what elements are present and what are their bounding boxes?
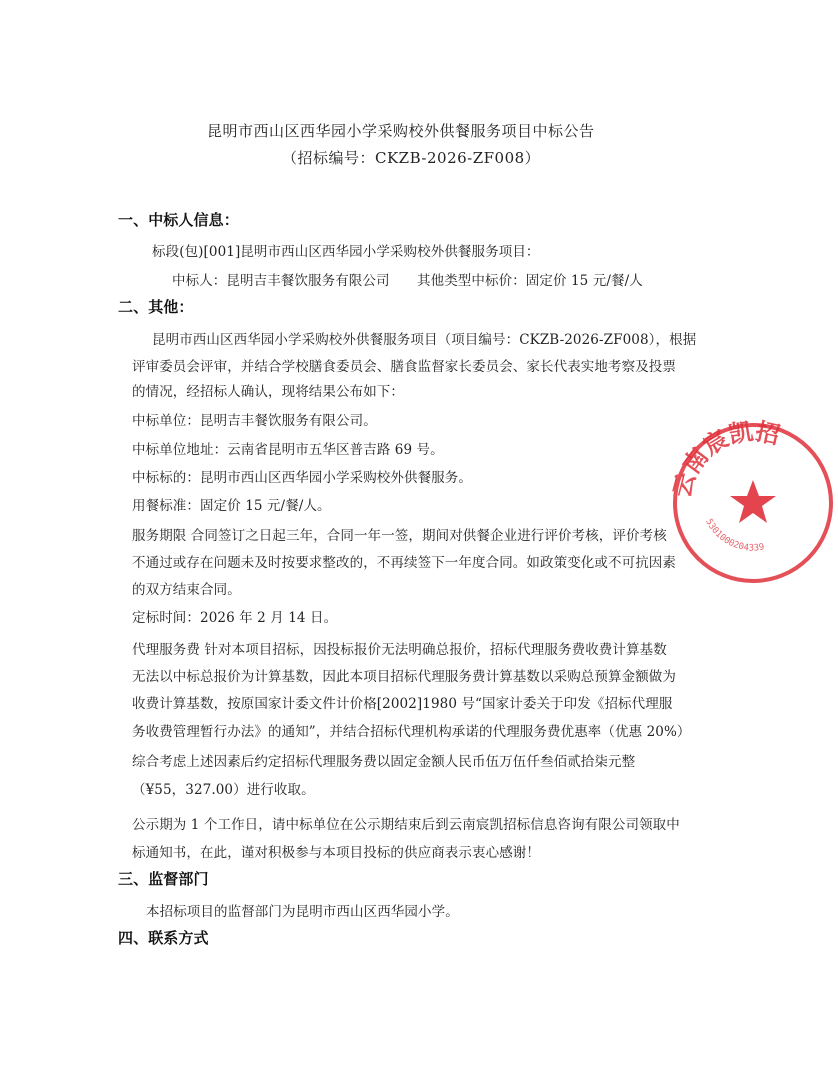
publicity-notice-line-1: 公示期为 1 个工作日，请中标单位在公示期结束后到云南宸凯招标信息咨询有限公司领取中 [132,817,680,833]
winner-line: 中标人：昆明吉丰餐饮服务有限公司 [172,273,390,289]
seal-code-text: 5301000204339 [703,517,766,554]
section-heading-winner-info: 一、中标人信息： [118,211,239,229]
service-period-line-1: 服务期限 合同签订之日起三年，合同一年一签，期间对供餐企业进行评价考核，评价考核 [132,528,667,544]
section-heading-other: 二、其他： [118,298,194,316]
official-seal-stamp [668,418,838,588]
winning-unit-address: 中标单位地址：云南省昆明市五华区普吉路 69 号。 [132,442,444,458]
agency-fee-line-5: 综合考虑上述因素后约定招标代理服务费以固定金额人民币伍万伍仟叁佰贰拾柒元整 [132,754,636,770]
document-subtitle: （招标编号：CKZB-2026-ZF008） [282,149,541,167]
agency-fee-line-1: 代理服务费 针对本项目招标，因投标报价无法明确总报价，招标代理服务费收费计算基数 [132,642,667,658]
winning-subject: 中标标的：昆明市西山区西华园小学采购校外供餐服务。 [132,470,472,486]
agency-fee-line-2: 无法以中标总报价为计算基数，因此本项目招标代理服务费计算基数以采购总预算金额做为 [132,669,676,685]
agency-fee-line-3: 收费计算基数，按原国家计委文件计价格[2002]1980 号“国家计委关于印发《招标代理服 [132,696,673,712]
publicity-notice-line-2: 标通知书，在此，谨对积极参与本项目投标的供应商表示衷心感谢！ [132,845,540,861]
service-period-line-3: 的双方结束合同。 [132,582,241,598]
intro-line-1: 昆明市西山区西华园小学采购校外供餐服务项目（项目编号：CKZB-2026-ZF008），根据 [152,332,697,348]
meal-standard: 用餐标准：固定价 15 元/餐/人。 [132,498,331,514]
award-date: 定标时间：2026 年 2 月 14 日。 [132,610,338,626]
document-title: 昆明市西山区西华园小学采购校外供餐服务项目中标公告 [207,122,595,140]
section-heading-contact: 四、联系方式 [118,929,209,947]
supervision-text: 本招标项目的监督部门为昆明市西山区西华园小学。 [146,904,459,920]
winning-unit: 中标单位：昆明吉丰餐饮服务有限公司。 [132,413,377,429]
section-heading-supervision: 三、监督部门 [118,870,209,888]
winning-price-line: 其他类型中标价：固定价 15 元/餐/人 [417,273,643,289]
lot-line: 标段(包)[001]昆明市西山区西华园小学采购校外供餐服务项目： [152,244,540,260]
intro-line-3: 的情况，经招标人确认，现将结果公布如下： [132,384,404,400]
agency-fee-line-4: 务收费管理暂行办法》的通知”，并结合招标代理机构承诺的代理服务费优惠率（优惠 20%） [132,724,691,740]
service-period-line-2: 不通过或存在问题未及时按要求整改的，不再续签下一年度合同。如政策变化或不可抗因素 [132,555,676,571]
star-icon [730,480,776,523]
intro-line-2: 评审委员会评审，并结合学校膳食委员会、膳食监督家长委员会、家长代表实地考察及投票 [132,359,676,375]
agency-fee-line-6: （¥55，327.00）进行收取。 [132,782,315,798]
seal-name-text: 云南宸凯招 [667,417,783,501]
